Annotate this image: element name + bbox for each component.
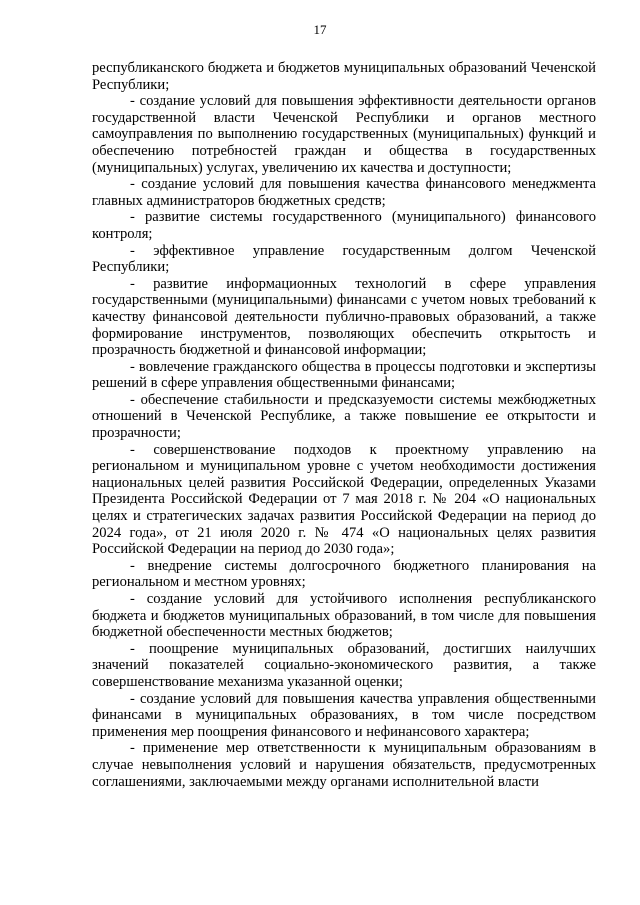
list-item: - эффективное управление государственным долгом Чеченской Республики; [92, 242, 596, 276]
list-item: - обеспечение стабильности и предсказуемости системы межбюджетных отношений в Чеченской Республике, а также повышение ее открытости и прозрачности; [92, 391, 596, 442]
list-item: - вовлечение гражданского общества в процессы подготовки и экспертизы решений в сфере управления общественными финансами; [92, 358, 596, 392]
document-body [92, 60, 596, 790]
list-item: - внедрение системы долгосрочного бюджетного планирования на региональном и местном уровнях; [92, 557, 596, 591]
list-item: - создание условий для повышения эффективности деятельности органов государственной власти Чеченской Республики и органов местного самоуправления по выполнению государственных (муниципальных) функций и обеспечению потребностей граждан и общества в государственных (муниципальных) услугах, увеличению их качества и доступности; [92, 93, 596, 176]
list-item: - совершенствование подходов к проектному управлению на региональном и муниципальном уровне с учетом необходимости достижения национальных целей развития Российской Федерации, определенных Указами Президента Российской Федерации от 7 мая 2018 г. № 204 «О национальных целях и стратегических задачах развития Российской Федерации на период до 2024 года», от 21 июля 2020 г. № 474 «О национальных целях развития Российской Федерации на период до 2030 года»; [92, 441, 596, 558]
list-item: - создание условий для повышения качества финансового менеджмента главных администраторов бюджетных средств; [92, 176, 596, 209]
paragraph-continuation: республиканского бюджета и бюджетов муниципальных образований Чеченской Республики; [92, 60, 596, 93]
list-item: - развитие системы государственного (муниципального) финансового контроля; [92, 209, 596, 242]
list-item: - поощрение муниципальных образований, достигших наилучших значений показателей социально-экономического развития, а также совершенствование механизма указанной оценки; [92, 640, 596, 690]
list-item: - создание условий для устойчивого исполнения республиканского бюджета и бюджетов муниципальных образований, в том числе для повышения бюджетной обеспеченности местных бюджетов; [92, 591, 596, 641]
page-number: 17 [313, 22, 327, 37]
list-item: - применение мер ответственности к муниципальным образованиям в случае невыполнения условий и нарушения обязательств, предусмотренных соглашениями, заключаемыми между органами исполнительной власти [92, 740, 596, 790]
list-item: - развитие информационных технологий в сфере управления государственными (муниципальными) финансами с учетом новых требований к качеству финансовой деятельности публично-правовых образований, а также формирование инструментов, позволяющих обеспечить открытость и прозрачность бюджетной и финансовой информации; [92, 275, 596, 359]
list-item: - создание условий для повышения качества управления общественными финансами в муниципальных образованиях, в том числе посредством применения мер поощрения финансового и нефинансового характера; [92, 690, 596, 740]
